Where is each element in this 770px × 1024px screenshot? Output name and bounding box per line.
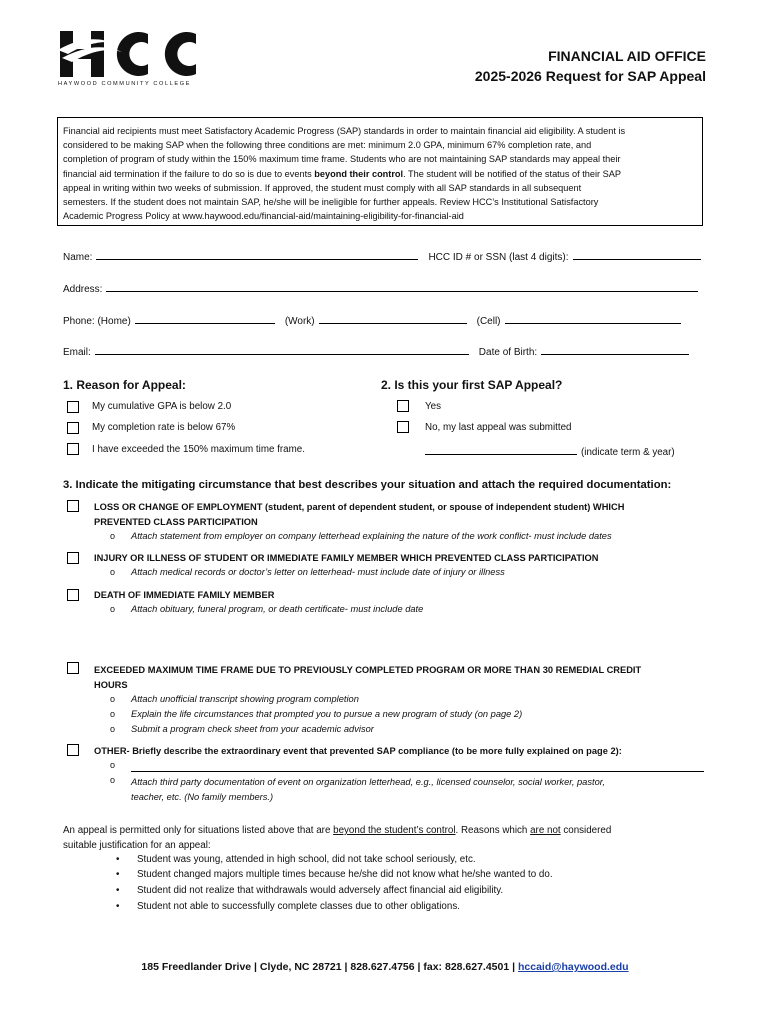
sub-bullet: o [110, 775, 116, 785]
phone-cell-field[interactable] [505, 313, 681, 324]
other-doc-line: teacher, etc. (No family members.) [131, 792, 274, 802]
closing-bullet: Student did not realize that withdrawals would adversely affect financial aid eligibility. [137, 885, 504, 896]
intro-text: . The student will be notified of the status of their SAP [403, 168, 622, 179]
first-appeal-no-checkbox[interactable] [397, 421, 409, 433]
address-row [63, 281, 702, 295]
reason-option: My cumulative GPA is below 2.0 [92, 401, 232, 412]
intro-line: completion of program of study within the 150% maximum time frame. Students who are not maintaining SAP standards may appeal their [63, 154, 621, 165]
address-label: Address: [63, 284, 103, 295]
hcc-logo-mark [58, 28, 200, 80]
closing-underline: are not [530, 825, 561, 836]
item-text: HOURS [94, 680, 128, 690]
footer [0, 961, 770, 973]
mitigating-heading: 3. Indicate the mitigating circumstance that best describes your situation and attach the required documentation: [63, 479, 672, 491]
other-description-field[interactable] [131, 761, 704, 772]
phone-work-label: (Work) [284, 316, 315, 327]
other-item: OTHER- Briefly describe the extraordinary event that prevented SAP compliance (to be more fully explained on page 2): [94, 746, 622, 756]
employment-checkbox[interactable] [67, 500, 79, 512]
intro-line: Financial aid recipients must meet Satisfactory Academic Progress (SAP) standards in order to maintain financial aid eligibility. A student is [63, 126, 626, 136]
address-field[interactable] [106, 281, 698, 292]
closing-underline: beyond the student’s control [333, 825, 456, 836]
office-name: FINANCIAL AID OFFICE [548, 48, 706, 64]
other-doc-line: Attach third party documentation of event on organization letterhead, e.g., licensed counselor, social worker, pastor, [131, 777, 605, 787]
first-appeal-no-label: No, my last appeal was submitted [425, 422, 572, 433]
hcc-logo [58, 28, 200, 90]
reason-option: I have exceeded the 150% maximum time frame. [92, 444, 305, 455]
injury-doc: Attach medical records or doctor’s letter on letterhead- must include date of injury or illness [131, 567, 505, 577]
name-row [63, 249, 705, 263]
gpa-checkbox[interactable] [67, 401, 79, 413]
timeframe-exceeded-checkbox[interactable] [67, 662, 79, 674]
death-doc: Attach obituary, funeral program, or death certificate- must include date [131, 604, 424, 614]
item-text: LOSS OR CHANGE OF EMPLOYMENT (student, parent of dependent student, or spouse of independent student) WHICH [94, 502, 625, 512]
name-label: Name: [63, 252, 93, 263]
closing-text: An appeal is permitted only for situations listed above that are [63, 825, 334, 836]
closing-text: . Reasons which [455, 825, 531, 836]
email-row [63, 344, 693, 358]
sub-bullet: o [110, 760, 116, 770]
reason-heading: 1. Reason for Appeal: [63, 378, 186, 392]
term-field[interactable] [425, 444, 577, 455]
hcc-id-field[interactable] [573, 249, 701, 260]
closing-text: considered [560, 825, 612, 836]
death-checkbox[interactable] [67, 589, 79, 601]
term-row [425, 444, 675, 458]
phone-row [63, 313, 685, 327]
intro-line: semesters. If the student does not maintain SAP, he/she will be ineligible for further appeals. Review HCC’s Institutional Satisfactory [63, 197, 599, 208]
dob-label: Date of Birth: [478, 347, 538, 358]
closing-bullet: Student changed majors multiple times because he/she did not know what he/she wanted to do. [137, 869, 553, 880]
page-title: 2025-2026 Request for SAP Appeal [474, 68, 706, 84]
death-item: DEATH OF IMMEDIATE FAMILY MEMBER [94, 590, 275, 600]
bullet-dot: • [116, 901, 120, 912]
closing-line [63, 823, 611, 838]
bullet-dot: • [116, 885, 120, 896]
intro-line: considered to be making SAP when the following three conditions are met: minimum 2.0 GPA, minimum 67% completion rate, and [63, 140, 592, 151]
sub-bullet: o [110, 709, 116, 719]
completion-checkbox[interactable] [67, 422, 79, 434]
employment-doc: Attach statement from employer on company letterhead explaining the nature of the work conflict- must include dates [131, 531, 612, 541]
timeframe-doc: Submit a program check sheet from your academic advisor [131, 724, 374, 734]
dob-field[interactable] [541, 344, 689, 355]
other-checkbox[interactable] [67, 744, 79, 756]
reason-option: My completion rate is below 67% [92, 422, 236, 433]
sub-bullet: o [110, 531, 116, 541]
intro-line: Academic Progress Policy at www.haywood.edu/financial-aid/maintaining-eligibility-for-financial-aid [63, 211, 464, 222]
closing-line: suitable justification for an appeal: [63, 840, 211, 851]
hcc-id-label: HCC ID # or SSN (last 4 digits): [428, 252, 569, 263]
sub-bullet: o [110, 724, 116, 734]
timeframe-item [94, 663, 641, 693]
phone-work-field[interactable] [319, 313, 467, 324]
closing-paragraph [63, 823, 611, 853]
footer-email-link[interactable]: hccaid@haywood.edu [517, 961, 629, 973]
injury-checkbox[interactable] [67, 552, 79, 564]
injury-item: INJURY OR ILLNESS OF STUDENT OR IMMEDIATE FAMILY MEMBER WHICH PREVENTED CLASS PARTICIPATION [94, 553, 599, 563]
footer-address: 185 Freedlander Drive | Clyde, NC 28721 | 828.627.4756 | fax: 828.627.4501 | [141, 961, 518, 973]
closing-bullet: Student was young, attended in high school, did not take school seriously, etc. [137, 854, 476, 865]
other-doc [131, 775, 605, 805]
first-appeal-yes-label: Yes [425, 401, 441, 412]
timeframe-doc: Explain the life circumstances that prompted you to pursue a new program of study (on page 2) [131, 709, 523, 719]
intro-box [57, 117, 703, 226]
name-field[interactable] [96, 249, 418, 260]
timeframe-checkbox[interactable] [67, 443, 79, 455]
sub-bullet: o [110, 567, 116, 577]
timeframe-doc: Attach unofficial transcript showing program completion [131, 694, 359, 704]
intro-text: financial aid termination if the failure to do so is due to events [63, 168, 315, 179]
logo-subtext: HAYWOOD COMMUNITY COLLEGE [58, 81, 192, 87]
first-appeal-heading: 2. Is this your first SAP Appeal? [381, 378, 563, 392]
phone-home-label: Phone: (Home) [63, 316, 131, 327]
bullet-dot: • [116, 869, 120, 880]
bullet-dot: • [116, 854, 120, 865]
employment-item [94, 500, 624, 530]
term-hint: (indicate term & year) [581, 447, 675, 458]
item-text: EXCEEDED MAXIMUM TIME FRAME DUE TO PREVIOUSLY COMPLETED PROGRAM OR MORE THAN 30 REMEDIAL CREDIT [94, 665, 642, 675]
sub-bullet: o [110, 694, 116, 704]
item-text: PREVENTED CLASS PARTICIPATION [94, 517, 258, 527]
intro-line [63, 167, 697, 181]
email-label: Email: [63, 347, 91, 358]
email-field[interactable] [95, 344, 469, 355]
phone-cell-label: (Cell) [476, 316, 501, 327]
intro-emphasis: beyond their control [314, 168, 404, 179]
phone-home-field[interactable] [135, 313, 275, 324]
intro-line: appeal in writing within two weeks of submission. If approved, the student must comply with all SAP standards in all subsequent [63, 182, 582, 193]
first-appeal-yes-checkbox[interactable] [397, 400, 409, 412]
closing-bullet: Student not able to successfully complete classes due to other obligations. [137, 901, 460, 912]
sub-bullet: o [110, 604, 116, 614]
